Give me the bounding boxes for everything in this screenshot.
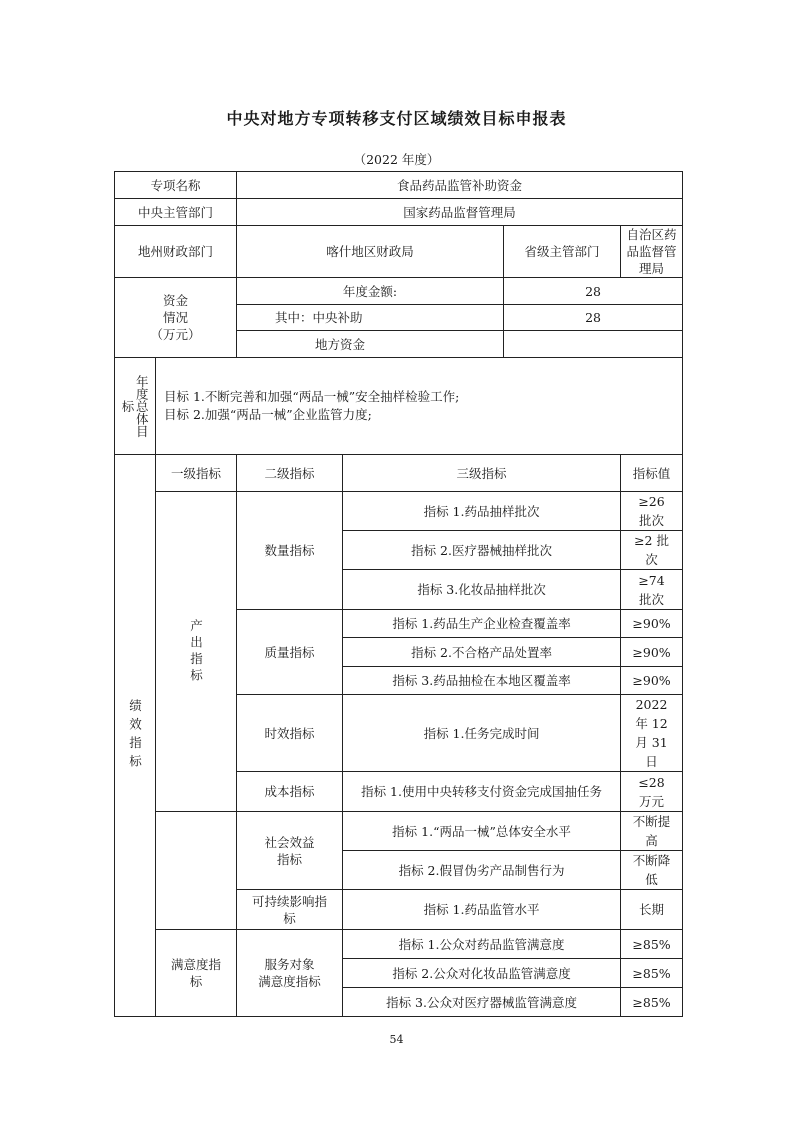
- quality-indicators-label: 质量指标: [237, 610, 343, 695]
- quantity-value-1-line1: ≥26: [638, 494, 665, 509]
- satisfaction-label-line2: 标: [189, 974, 203, 989]
- quantity-value-1: [621, 492, 683, 531]
- quantity-indicators-label: 数量指标: [237, 492, 343, 610]
- provincial-dept-label: 省级主管部门: [504, 226, 621, 278]
- local-funds-label: 地方资金: [237, 331, 504, 358]
- central-subsidy-value: 28: [504, 305, 683, 331]
- satisfaction-indicators-label: [156, 930, 237, 1017]
- quantity-value-2-line1: ≥2 批: [634, 533, 669, 548]
- annual-goals-row: [115, 358, 683, 455]
- funds-label-line3: （万元）: [150, 327, 201, 342]
- social-value-2: [621, 851, 683, 890]
- table-row: [115, 492, 683, 531]
- quality-indicator-1: 指标 1.药品生产企业检查覆盖率: [343, 610, 621, 638]
- quantity-value-2-line2: 次: [645, 552, 658, 567]
- sustainable-value: 长期: [621, 890, 683, 930]
- service-satisfaction-label-line2: 满意度指标: [258, 974, 321, 989]
- indicators-header-row: [115, 455, 683, 492]
- satisfaction-value-1: ≥85%: [621, 930, 683, 959]
- performance-target-form: [114, 171, 683, 1017]
- page-number: 54: [389, 1033, 404, 1046]
- timeliness-indicators-label: 时效指标: [237, 695, 343, 772]
- annual-amount-label: 年度金额:: [237, 278, 504, 305]
- quality-value-2: ≥90%: [621, 638, 683, 667]
- benefit-indicators-cell: [156, 812, 237, 930]
- performance-indicators-label: 绩效指标: [115, 455, 156, 1017]
- satisfaction-label-line1: 满意度指: [171, 957, 222, 972]
- satisfaction-value-3: ≥85%: [621, 988, 683, 1017]
- central-dept-row: [115, 199, 683, 226]
- service-satisfaction-label-line1: 服务对象: [264, 957, 315, 972]
- cost-indicators-label: 成本指标: [237, 772, 343, 812]
- quantity-value-1-line2: 批次: [639, 513, 665, 528]
- header-level1: 一级指标: [156, 455, 237, 492]
- prefecture-finance-label: 地州财政部门: [115, 226, 237, 278]
- social-value-1-line2: 高: [645, 833, 658, 848]
- timeliness-value: [621, 695, 683, 772]
- annual-goals-content: [156, 358, 683, 455]
- cost-indicator-1: 指标 1.使用中央转移支付资金完成国抽任务: [343, 772, 621, 812]
- social-indicator-2: 指标 2.假冒伪劣产品制售行为: [343, 851, 621, 890]
- funds-label-line2: 情况: [163, 310, 189, 325]
- local-funds-value: [504, 331, 683, 358]
- year-note: （2022 年度）: [353, 152, 440, 167]
- sustainable-label-line1: 可持续影响指: [252, 893, 328, 909]
- header-level2: 二级指标: [237, 455, 343, 492]
- provincial-dept-value: 自治区药品监督管理局: [621, 226, 683, 278]
- goal-1: 目标 1.不断完善和加强“两品一械”安全抽样检验工作;: [164, 389, 460, 404]
- central-dept-value: 国家药品监督管理局: [237, 199, 683, 226]
- satisfaction-indicator-1: 指标 1.公众对药品监管满意度: [343, 930, 621, 959]
- quantity-indicator-1: 指标 1.药品抽样批次: [343, 492, 621, 531]
- service-satisfaction-label: [237, 930, 343, 1017]
- header-value: 指标值: [621, 455, 683, 492]
- page-title: 中央对地方专项转移支付区域绩效目标申报表: [226, 109, 567, 128]
- annual-amount-value: 28: [504, 278, 683, 305]
- timeliness-value-line4: 日: [645, 754, 658, 769]
- social-value-2-line2: 低: [645, 872, 658, 887]
- funds-label-line1: 资金: [163, 293, 189, 308]
- goal-2: 目标 2.加强“两品一械”企业监管力度;: [164, 407, 372, 422]
- timeliness-value-line1: 2022: [635, 697, 668, 712]
- output-indicators-label: 产出指标: [156, 492, 237, 812]
- social-value-1-line1: 不断提: [632, 814, 671, 829]
- annual-goals-label-b: 年度总体目: [134, 374, 150, 438]
- quality-value-1: ≥90%: [621, 610, 683, 638]
- table-row: [115, 930, 683, 959]
- cost-value-line1: ≤28: [638, 774, 665, 790]
- funds-annual-row: [115, 278, 683, 305]
- social-indicator-1: 指标 1.“两品一械”总体安全水平: [343, 812, 621, 851]
- quantity-value-3-line1: ≥74: [638, 572, 665, 588]
- cost-value: [621, 772, 683, 812]
- funds-label: [115, 278, 237, 358]
- sustainable-impact-label: [237, 890, 343, 930]
- annual-goals-label-a: 标: [121, 398, 135, 414]
- annual-goals-label: [115, 358, 156, 455]
- central-dept-label: 中央主管部门: [115, 199, 237, 226]
- quantity-value-3: [621, 570, 683, 610]
- prefecture-finance-value: 喀什地区财政局: [237, 226, 504, 278]
- social-benefit-label-line2: 指标: [277, 851, 303, 867]
- central-subsidy-label: 其中：中央补助: [237, 305, 504, 331]
- satisfaction-indicator-3: 指标 3.公众对医疗器械监管满意度: [343, 988, 621, 1017]
- timeliness-value-line3: 月 31: [635, 735, 668, 750]
- quantity-indicator-3: 指标 3.化妆品抽样批次: [343, 570, 621, 610]
- social-benefit-label: [237, 812, 343, 890]
- project-name-row: [115, 172, 683, 199]
- sustainable-indicator-1: 指标 1.药品监管水平: [343, 890, 621, 930]
- quantity-value-2: [621, 531, 683, 570]
- satisfaction-value-2: ≥85%: [621, 959, 683, 988]
- quantity-indicator-2: 指标 2.医疗器械抽样批次: [343, 531, 621, 570]
- social-value-2-line1: 不断降: [632, 853, 671, 868]
- sustainable-label-line2: 标: [283, 910, 296, 926]
- social-value-1: [621, 812, 683, 851]
- satisfaction-indicator-2: 指标 2.公众对化妆品监管满意度: [343, 959, 621, 988]
- quality-indicator-2: 指标 2.不合格产品处置率: [343, 638, 621, 667]
- departments-row: [115, 226, 683, 278]
- quality-indicator-3: 指标 3.药品抽检在本地区覆盖率: [343, 667, 621, 695]
- table-row: [115, 812, 683, 851]
- timeliness-value-line2: 年 12: [635, 716, 668, 731]
- cost-value-line2: 万元: [639, 793, 665, 809]
- social-benefit-label-line1: 社会效益: [264, 834, 315, 850]
- timeliness-indicator-1: 指标 1.任务完成时间: [343, 695, 621, 772]
- project-name-value: 食品药品监管补助资金: [237, 172, 683, 199]
- quality-value-3: ≥90%: [621, 667, 683, 695]
- header-level3: 三级指标: [343, 455, 621, 492]
- project-name-label: 专项名称: [115, 172, 237, 199]
- quantity-value-3-line2: 批次: [639, 591, 665, 607]
